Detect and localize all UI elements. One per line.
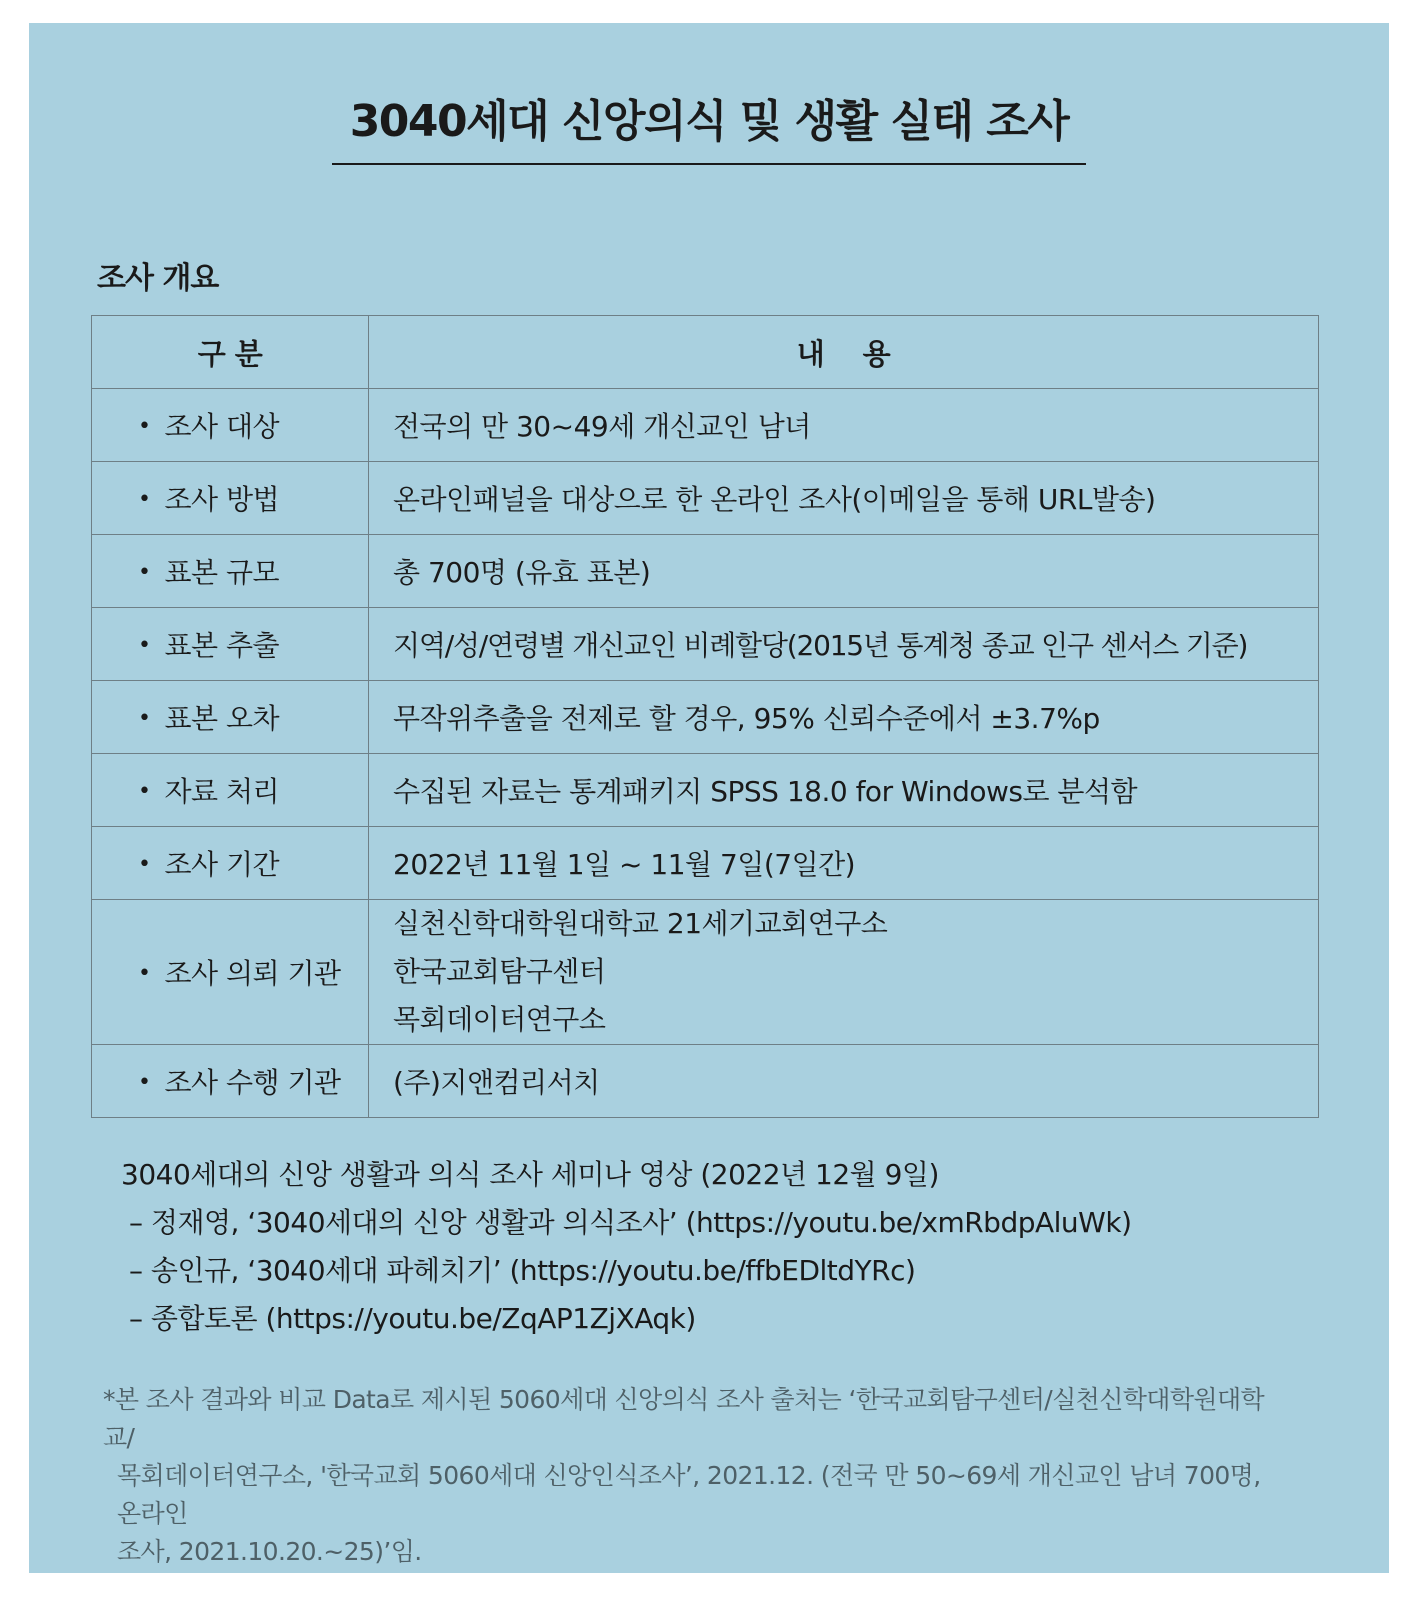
bullet-icon: • bbox=[138, 779, 151, 804]
category-cell bbox=[92, 608, 369, 681]
header-content: 내 용 bbox=[369, 316, 1319, 389]
category-label: 조사 의뢰 기관 bbox=[164, 957, 341, 990]
category-label: 자료 처리 bbox=[164, 775, 280, 808]
seminar-heading: 3040세대의 신앙 생활과 의식 조사 세미나 영상 (2022년 12월 9일) bbox=[121, 1158, 939, 1191]
content-line: 목회데이터연구소 bbox=[393, 1003, 606, 1036]
bullet-icon: • bbox=[138, 560, 151, 585]
bullet-icon: • bbox=[138, 487, 151, 512]
category-label: 표본 추출 bbox=[164, 629, 280, 662]
bullet-icon: • bbox=[138, 706, 151, 731]
seminar-link-item[interactable]: – 종합토론 (https://youtu.be/ZqAP1ZjXAqk) bbox=[129, 1302, 696, 1335]
content-cell: 2022년 11월 1일 ~ 11월 7일(7일간) bbox=[369, 827, 1319, 900]
category-cell bbox=[92, 681, 369, 754]
table-row bbox=[92, 754, 1319, 827]
category-cell bbox=[92, 1045, 369, 1118]
category-cell bbox=[92, 754, 369, 827]
table-row bbox=[92, 462, 1319, 535]
table-row bbox=[92, 1045, 1319, 1118]
bullet-icon: • bbox=[138, 961, 151, 986]
content-cell: 지역/성/연령별 개신교인 비례할당(2015년 통계청 종교 인구 센서스 기준) bbox=[369, 608, 1319, 681]
category-label: 조사 방법 bbox=[164, 483, 280, 516]
table-row bbox=[92, 827, 1319, 900]
content-cell: 수집된 자료는 통계패키지 SPSS 18.0 for Windows로 분석함 bbox=[369, 754, 1319, 827]
footnote-line: *본 조사 결과와 비교 Data로 제시된 5060세대 신앙의식 조사 출처는 ‘한국교회탐구센터/실천신학대학원대학교/ bbox=[103, 1385, 1265, 1452]
footnote-line: 조사, 2021.10.20.~25)’임. bbox=[117, 1537, 422, 1566]
content-cell: (주)지앤컴리서치 bbox=[369, 1045, 1319, 1118]
table-row bbox=[92, 608, 1319, 681]
content-cell: 전국의 만 30~49세 개신교인 남녀 bbox=[369, 389, 1319, 462]
content-cell: 온라인패널을 대상으로 한 온라인 조사(이메일을 통해 URL발송) bbox=[369, 462, 1319, 535]
content-cell bbox=[369, 900, 1319, 1045]
bullet-icon: • bbox=[138, 414, 151, 439]
category-label: 조사 대상 bbox=[164, 410, 280, 443]
category-label: 조사 수행 기관 bbox=[164, 1066, 341, 1099]
table-header-row bbox=[92, 316, 1319, 389]
bullet-icon: • bbox=[138, 633, 151, 658]
footnote bbox=[103, 1381, 1283, 1571]
category-cell bbox=[92, 827, 369, 900]
seminar-links bbox=[121, 1151, 1132, 1343]
seminar-link-item[interactable]: – 정재영, ‘3040세대의 신앙 생활과 의식조사’ (https://youtu.be/xmRbdpAluWk) bbox=[129, 1206, 1132, 1239]
category-cell bbox=[92, 462, 369, 535]
title-wrap bbox=[29, 85, 1389, 165]
overview-table bbox=[91, 315, 1319, 1118]
seminar-link-item[interactable]: – 송인규, ‘3040세대 파헤치기’ (https://youtu.be/ffbEDltdYRc) bbox=[129, 1254, 916, 1287]
bullet-icon: • bbox=[138, 1070, 151, 1095]
category-cell bbox=[92, 535, 369, 608]
section-heading: 조사 개요 bbox=[97, 261, 219, 296]
category-cell bbox=[92, 900, 369, 1045]
table-row bbox=[92, 681, 1319, 754]
category-label: 조사 기간 bbox=[164, 848, 280, 881]
content-line: 한국교회탐구센터 bbox=[393, 955, 606, 988]
content-line: 실천신학대학원대학교 21세기교회연구소 bbox=[393, 907, 888, 940]
table-row bbox=[92, 535, 1319, 608]
content-cell: 무작위추출을 전제로 할 경우, 95% 신뢰수준에서 ±3.7%p bbox=[369, 681, 1319, 754]
page-title: 3040세대 신앙의식 및 생활 실태 조사 bbox=[332, 85, 1087, 165]
bullet-icon: • bbox=[138, 852, 151, 877]
survey-panel bbox=[29, 23, 1389, 1573]
category-cell bbox=[92, 389, 369, 462]
category-label: 표본 오차 bbox=[164, 702, 280, 735]
footnote-line: 목회데이터연구소, '한국교회 5060세대 신앙인식조사’, 2021.12. (전국 만 50~69세 개신교인 남녀 700명, 온라인 bbox=[117, 1461, 1261, 1528]
category-label: 표본 규모 bbox=[164, 556, 280, 589]
table-row bbox=[92, 900, 1319, 1045]
table-row bbox=[92, 389, 1319, 462]
header-category: 구 분 bbox=[92, 316, 369, 389]
content-cell: 총 700명 (유효 표본) bbox=[369, 535, 1319, 608]
